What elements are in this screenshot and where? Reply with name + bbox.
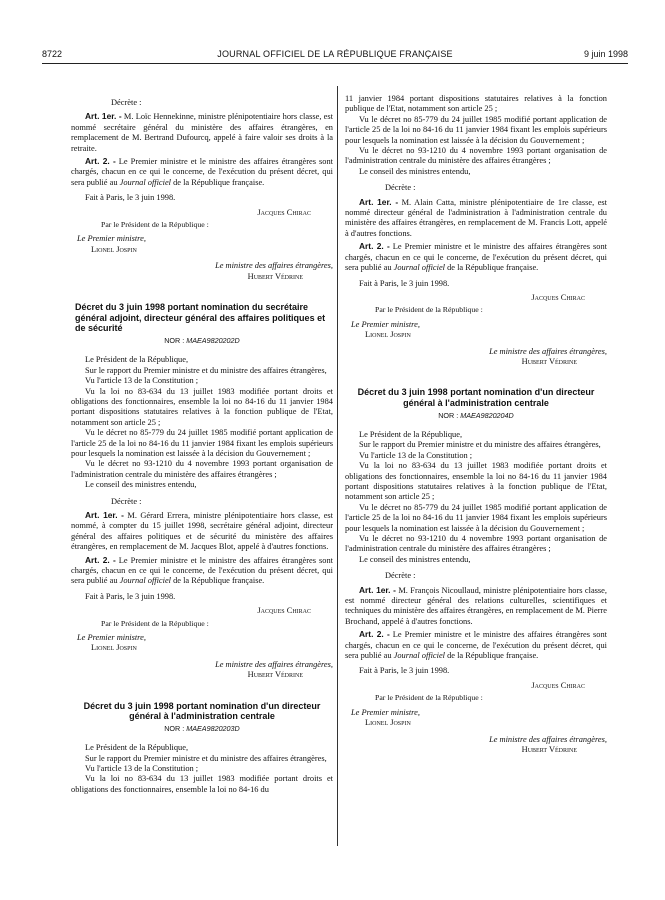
decrete-heading: Décrète :	[111, 496, 142, 506]
par-le-president: Par le Président de la République :	[375, 305, 483, 315]
visa-paragraph: Sur le rapport du Premier ministre et du ministre des affaires étrangères,	[359, 440, 601, 450]
ministre-title: Le ministre des affaires étrangères,	[489, 346, 607, 356]
decree-title: Décret du 3 juin 1998 portant nomination d'un directeur général à l'administration centrale	[83, 700, 321, 722]
par-le-president: Par le Président de la République :	[101, 618, 209, 628]
nor-code: MAEA9820202D	[186, 335, 240, 345]
ministre-title: Le ministre des affaires étrangères,	[215, 261, 333, 271]
journal-officiel: Journal officiel	[393, 651, 446, 661]
visa-paragraph: Le Président de la République,	[85, 355, 189, 365]
premier-ministre-title: Le Premier ministre,	[351, 319, 420, 329]
visa-paragraph: Vu la loi no 83-634 du 13 juillet 1983 modifiée portant droits et obligations des fonctionnaires, ensemble la loi no 84-16 du	[71, 774, 333, 794]
visa-paragraph: Le Président de la République,	[359, 429, 463, 439]
article-text: Le Premier ministre et le ministre des affaires étrangères sont chargés, chacun en ce qui le concerne, de l'exécution du présent décret, qui sera publié au	[71, 555, 333, 586]
article-label: Art. 2. -	[85, 156, 116, 167]
journal-officiel: Journal officiel	[119, 576, 172, 586]
decrete-heading: Décrète :	[111, 98, 142, 107]
fait-a-paris: Fait à Paris, le 3 juin 1998.	[359, 278, 450, 288]
par-le-president: Par le Président de la République :	[375, 693, 483, 703]
nor-reference	[71, 336, 333, 346]
article-text: de la République française.	[173, 576, 265, 586]
nor-label: NOR :	[164, 335, 185, 345]
visa-paragraph: Vu la loi no 83-634 du 13 juillet 1983 modifiée portant droits et obligations des fonctionnaires, ensemble la loi no 84-16 du 11 janvier 1984 portant dispositions statutaires relatives à la fonction publique de l'Etat, notamment son article 25 ;	[345, 461, 607, 502]
visa-paragraph: Vu l'article 13 de la Constitution ;	[359, 450, 473, 460]
premier-ministre-title: Le Premier ministre,	[351, 707, 420, 717]
premier-ministre-title: Le Premier ministre,	[77, 234, 146, 244]
visa-paragraph: Vu le décret no 85-779 du 24 juillet 1985 modifié portant application de l'article 25 de la loi no 84-16 du 11 janvier 1984 fixant les emplois supérieurs pour lesquels la nomination est laissée à la décision du Gouvernement ;	[345, 502, 607, 533]
decree-2	[71, 302, 333, 681]
signature-president: Jacques Chirac	[531, 292, 585, 302]
nor-label: NOR :	[438, 410, 459, 420]
premier-ministre-name: Lionel Jospin	[91, 244, 137, 254]
visa-paragraph: Vu l'article 13 de la Constitution ;	[85, 764, 199, 774]
article-text: de la République française.	[447, 263, 539, 273]
fait-a-paris: Fait à Paris, le 3 juin 1998.	[359, 666, 450, 676]
article-2	[71, 156, 333, 188]
article-label: Art. 1er. -	[85, 111, 122, 122]
article-text: M. Loïc Hennekinne, ministre plénipotentiaire hors classe, est nommé secrétaire général du ministère des affaires étrangères, en remplacement de M. Bertrand Dufourcq, appelé à faire valoir ses droits à la retraite.	[71, 112, 333, 153]
visa-paragraph: Vu le décret no 93-1210 du 4 novembre 1993 portant organisation de l'administration centrale du ministère des affaires étrangères ;	[345, 534, 607, 554]
article-text: Le Premier ministre et le ministre des affaires étrangères sont chargés, chacun en ce qui le concerne, de l'exécution du présent décret, qui sera publié au	[345, 242, 607, 273]
right-column	[345, 94, 607, 755]
article-1	[71, 510, 333, 553]
article-label: Art. 1er. -	[359, 196, 399, 207]
article-label: Art. 1er. -	[359, 584, 396, 595]
decree-title: Décret du 3 juin 1998 portant nomination d'un directeur général à l'administration centrale	[357, 387, 595, 408]
decree-3	[71, 701, 333, 796]
page-header	[42, 49, 628, 63]
visa-paragraph: Le conseil des ministres entendu,	[359, 554, 471, 564]
article-label: Art. 2. -	[359, 241, 390, 252]
ministre-title: Le ministre des affaires étrangères,	[489, 734, 607, 744]
decree-1	[71, 98, 333, 282]
article-text: Le Premier ministre et le ministre des affaires étrangères sont chargés, chacun en ce qui le concerne, de l'exécution du présent décret, qui sera publié au	[345, 630, 607, 661]
article-text: M. François Nicoullaud, ministre plénipotentiaire hors classe, est nommé directeur général des relations culturelles, scientifiques et techniques du ministère des affaires étrangères, en remplacement de M. Pierre Brochand, appelé à d'autres fonctions.	[345, 585, 607, 626]
nor-reference	[345, 411, 607, 421]
decrete-heading: Décrète :	[385, 183, 416, 193]
nor-code: MAEA9820204D	[460, 410, 514, 420]
visa-paragraph: Le Président de la République,	[85, 743, 189, 753]
visa-paragraph: Sur le rapport du Premier ministre et du ministre des affaires étrangères,	[85, 753, 327, 763]
signature-president: Jacques Chirac	[257, 207, 311, 217]
page-number: 8722	[42, 49, 63, 59]
visa-paragraph: Le conseil des ministres entendu,	[359, 166, 471, 176]
article-1	[71, 111, 333, 154]
premier-ministre-title: Le Premier ministre,	[77, 633, 146, 643]
visa-paragraph: Sur le rapport du Premier ministre et du ministre des affaires étrangères,	[85, 365, 327, 375]
article-label: Art. 2. -	[85, 554, 116, 565]
article-text: M. Gérard Errera, ministre plénipotentiaire hors classe, est nommé, à compter du 15 juillet 1998, secrétaire général adjoint, directeur général des affaires politiques et de sécurité du ministère des affaires étrangères, en remplacement de M. Jacques Blot, appelé à d'autres fonctions.	[71, 510, 334, 552]
article-text: Le Premier ministre et le ministre des affaires étrangères sont chargés, chacun en ce qui le concerne, de l'exécution du présent décret, qui sera publié au	[71, 157, 333, 187]
journal-officiel: Journal officiel	[119, 177, 172, 187]
column-divider	[337, 86, 338, 846]
decrete-heading: Décrète :	[385, 571, 416, 581]
par-le-president: Par le Président de la République :	[101, 220, 209, 230]
signature-president: Jacques Chirac	[531, 680, 585, 690]
decree-3-continued	[345, 94, 607, 367]
ministre-name: Hubert Védrine	[521, 356, 577, 366]
visa-paragraph: Vu le décret no 93-1210 du 4 novembre 1993 portant organisation de l'administration centrale du ministère des affaires étrangères ;	[345, 146, 607, 166]
header-rule	[42, 63, 628, 64]
visa-paragraph: Vu le décret no 93-1210 du 4 novembre 1993 portant organisation de l'administration centrale du ministère des affaires étrangères ;	[71, 459, 333, 479]
ministre-name: Hubert Védrine	[521, 744, 577, 754]
decree-4	[345, 387, 607, 755]
decree-title: Décret du 3 juin 1998 portant nomination du secrétaire général adjoint, directeur général des affaires politiques et de sécurité	[75, 302, 326, 334]
article-2	[345, 629, 607, 661]
signature-president: Jacques Chirac	[257, 606, 311, 616]
fait-a-paris: Fait à Paris, le 3 juin 1998.	[85, 591, 176, 601]
article-2	[71, 555, 333, 587]
nor-label: NOR :	[164, 723, 185, 733]
nor-code: MAEA9820203D	[186, 723, 240, 733]
nor-reference	[71, 724, 333, 734]
article-text: de la République française.	[173, 177, 265, 187]
article-2	[345, 241, 607, 273]
visa-paragraph: Vu le décret no 85-779 du 24 juillet 1985 modifié portant application de l'article 25 de la loi no 84-16 du 11 janvier 1984 fixant les emplois supérieurs pour lesquels la nomination est laissée à la décision du Gouvernement ;	[71, 428, 333, 458]
ministre-title: Le ministre des affaires étrangères,	[215, 659, 333, 669]
premier-ministre-name: Lionel Jospin	[91, 643, 137, 653]
article-label: Art. 2. -	[359, 629, 390, 640]
premier-ministre-name: Lionel Jospin	[365, 718, 411, 728]
ministre-name: Hubert Védrine	[247, 670, 303, 680]
article-label: Art. 1er. -	[85, 509, 124, 520]
journal-title: JOURNAL OFFICIEL DE LA RÉPUBLIQUE FRANÇAISE	[217, 49, 453, 59]
article-text: M. Alain Catta, ministre plénipotentiaire de 1re classe, est nommé directeur général de l'administration à l'administration centrale du ministère des affaires étrangères, en remplacement de M. Francis Lott, appelé à d'autres fonctions.	[345, 197, 608, 238]
article-1	[345, 197, 607, 240]
visa-paragraph: Vu l'article 13 de la Constitution ;	[85, 376, 199, 386]
premier-ministre-name: Lionel Jospin	[365, 330, 411, 340]
left-column	[71, 92, 333, 795]
fait-a-paris: Fait à Paris, le 3 juin 1998.	[85, 193, 176, 203]
ministre-name: Hubert Védrine	[247, 271, 303, 281]
article-1	[345, 585, 607, 628]
journal-officiel: Journal officiel	[393, 263, 446, 273]
issue-date: 9 juin 1998	[583, 49, 628, 59]
visa-paragraph: Vu la loi no 83-634 du 13 juillet 1983 modifiée portant droits et obligations des fonctionnaires, ensemble la loi no 84-16 du 11 janvier 1984 portant dispositions statutaires relatives à la fonction publique de l'Etat, notamment son article 25 ;	[71, 386, 333, 427]
visa-paragraph: Vu le décret no 85-779 du 24 juillet 1985 modifié portant application de l'article 25 de la loi no 84-16 du 11 janvier 1984 fixant les emplois supérieurs pour lesquels la nomination est laissée à la décision du Gouvernement ;	[345, 114, 607, 145]
article-text: de la République française.	[447, 651, 539, 661]
visa-paragraph: Le conseil des ministres entendu,	[85, 480, 197, 490]
visa-paragraph: 11 janvier 1984 portant dispositions statutaires relatives à la fonction publique de l'Etat, notamment son article 25 ;	[345, 94, 607, 114]
